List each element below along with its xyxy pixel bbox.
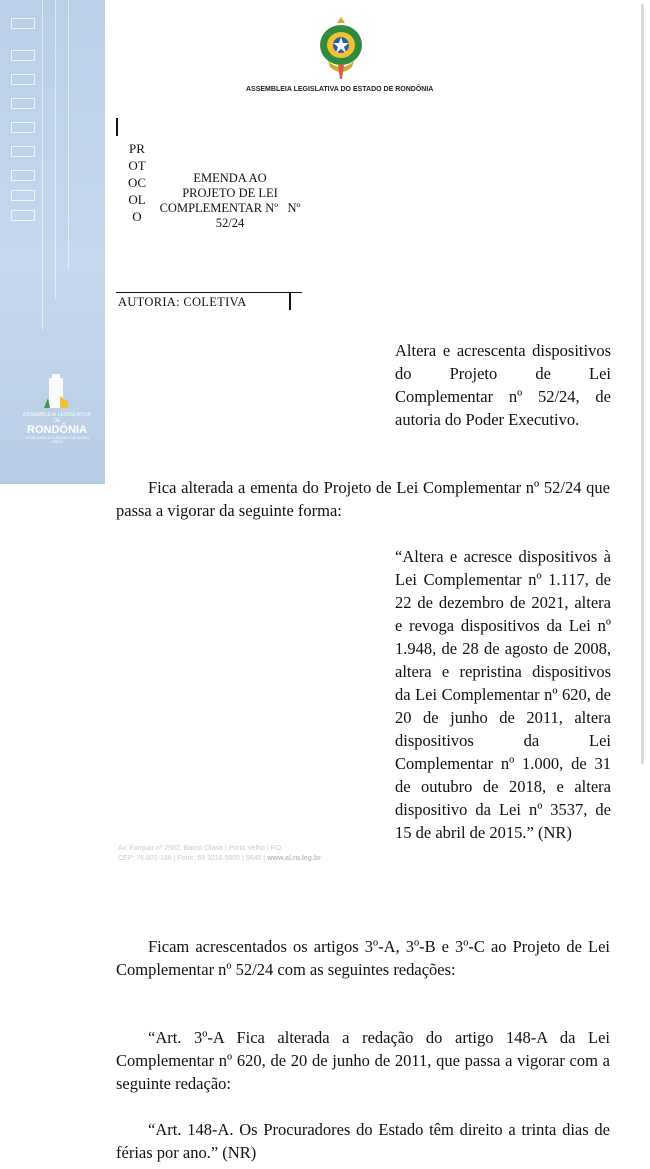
footer-contact: CEP: 76.801-189 | Fone: 69 3218.5605 | 5645 | — [118, 855, 266, 862]
sidebar-decor-bar — [11, 146, 35, 157]
sidebar-decor-bar — [11, 18, 35, 29]
footer-address — [118, 844, 321, 864]
scrollbar[interactable] — [641, 4, 644, 764]
sidebar-decor-bar — [11, 98, 35, 109]
protocolo-label — [122, 140, 152, 225]
sidebar-decor-bar — [11, 190, 35, 201]
sidebar-decor-line — [42, 0, 43, 330]
sidebar-decor-line — [55, 0, 56, 300]
sidebar-decor-line — [68, 0, 69, 270]
emenda-line: EMENDA AO — [193, 171, 267, 185]
protocolo-part: OT — [128, 158, 146, 173]
sidebar-decor-bar — [11, 210, 35, 221]
paragraph-ementa-change: Fica alterada a ementa do Projeto de Lei Complementar nº 52/24 que passa a vigorar da seguinte forma: — [116, 478, 610, 520]
assembly-name: ASSEMBLEIA LEGISLATIVA DO ESTADO DE RONDÔNIA — [246, 86, 434, 93]
quoted-new-ementa: “Altera e acresce dispositivos à Lei Complementar nº 1.117, de 22 de dezembro de 2021, altera e revoga dispositivos da Lei nº 1.948, de 28 de agosto de 2008, altera e repristina dispositivos da Lei Complementar nº 620, de 20 de junho de 2011, altera dispositivos da Lei Complementar nº 1.000, de 31 de outubro de 2018, e altera dispositivo da Lei nº 3537, de 15 de abril de 2015.” (NR) — [395, 547, 611, 842]
paragraph-art-148a: “Art. 148-A. Os Procuradores do Estado têm direito a trinta dias de férias por ano.” (NR) — [116, 1120, 610, 1162]
emenda-title — [155, 171, 305, 231]
autoria-tick — [289, 292, 291, 310]
sidebar-decor-bar — [11, 170, 35, 181]
sidebar-decor-bar — [11, 74, 35, 85]
building-icon — [44, 372, 70, 410]
footer-address-line — [118, 854, 321, 864]
protocolo-part: OC — [127, 175, 147, 190]
protocolo-part: OL — [128, 192, 146, 207]
autoria-divider — [116, 292, 302, 293]
protocolo-part: O — [132, 209, 142, 224]
letterhead-sidebar — [0, 0, 105, 484]
state-crest-icon — [316, 15, 366, 81]
ementa-text: Altera e acrescenta dispositivos do Projeto de Lei Complementar nº 52/24, de autoria do Poder Executivo. — [395, 341, 611, 429]
autoria-label: AUTORIA: COLETIVA — [118, 295, 247, 309]
paragraph-art-3a: “Art. 3º-A Fica alterada a redação do artigo 148-A da Lei Complementar nº 620, de 20 de junho de 2011, que passa a vigorar com a seguinte redação: — [116, 1028, 610, 1093]
paragraph-articles-added: Ficam acrescentados os artigos 3º-A, 3º-B e 3º-C ao Projeto de Lei Complementar nº 52/24 com as seguintes redações: — [116, 937, 610, 979]
sidebar-decor-bar — [11, 122, 35, 133]
emenda-line: PROJETO DE LEI — [182, 186, 278, 200]
sidebar-logo-big: RONDÔNIA — [27, 424, 87, 436]
protocolo-part: PR — [129, 141, 145, 156]
footer-address-line: Av. Farquar nº 2562, Bairro Olaria | Porto Velho | RO — [118, 845, 282, 852]
sidebar-logo-small: ASSEMBLEIA LEGISLATIVA DE — [22, 412, 92, 424]
sidebar-decor-bar — [11, 50, 35, 61]
text-cursor — [116, 118, 118, 136]
sidebar-logo-tiny: LEGISLANDO E CUIDANDO DA NOSSA GENTE — [24, 436, 90, 444]
sidebar-logo — [20, 372, 94, 444]
emenda-line: COMPLEMENTAR Nº Nº — [159, 201, 301, 215]
emenda-line: 52/24 — [215, 216, 245, 230]
footer-website: www.al.ro.leg.br — [267, 855, 321, 862]
